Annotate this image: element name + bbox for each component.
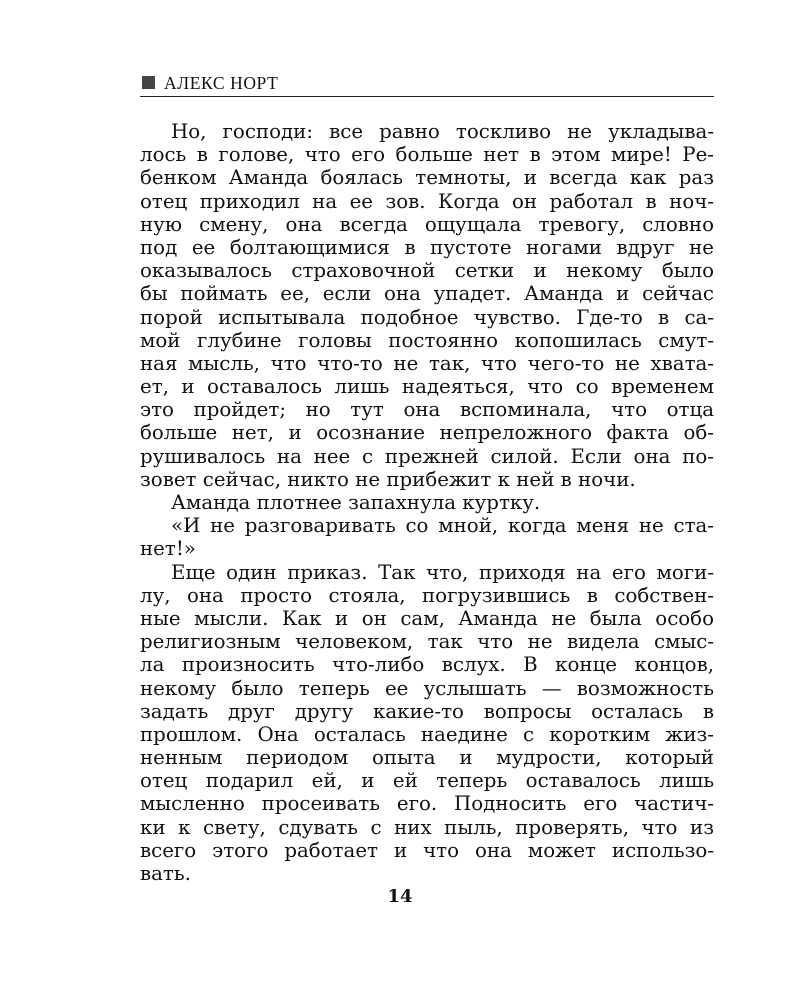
text-line: ненным периодом опыта и мудрости, который — [140, 746, 714, 770]
text-line: лось в голове, что его больше нет в этом мире! Ре- — [140, 143, 714, 167]
text-line: ная мысль, что что-то не так, что чего-то не хвата- — [140, 351, 714, 375]
text-line: всего этого работает и что она может использо- — [140, 838, 714, 862]
text-line: некому было теперь ее услышать — возможность — [140, 676, 714, 700]
text-line: ла произносить что-либо вслух. В конце концов, — [140, 653, 714, 677]
text-line: вать. — [140, 862, 191, 885]
text-line: ную смену, она всегда ощущала тревогу, словно — [140, 212, 714, 236]
header-square-marker — [142, 76, 155, 89]
text-line: нет!» — [140, 537, 196, 561]
text-line: порой испытывала подобное чувство. Где-то в са- — [140, 305, 714, 329]
text-line: оказывалось страховочной сетки и некому было — [140, 259, 714, 283]
text-line: больше нет, и осознание непреложного факта об- — [140, 421, 714, 445]
text-line: рушивалось на нее с прежней силой. Если она по- — [140, 444, 714, 468]
text-line: ет, и оставалось лишь надеяться, что со временем — [140, 375, 714, 399]
text-line: мой глубине головы постоянно копошилась смут- — [140, 328, 714, 352]
text-line: лу, она просто стояла, погрузившись в собствен- — [140, 583, 714, 607]
text-line: ные мысли. Как и он сам, Аманда не была особо — [140, 606, 714, 630]
text-line: ки к свету, сдувать с них пыль, проверять, что из — [140, 815, 714, 839]
text-line: религиозным человеком, так что не видела смыс- — [140, 630, 714, 654]
text-line: зовет сейчас, никто не прибежит к ней в ночи. — [140, 467, 636, 491]
running-head — [140, 70, 714, 97]
text-line: это пройдет; но тут она вспоминала, что отца — [140, 398, 714, 422]
text-line: бенком Аманда боялась темноты, и всегда как раз — [140, 166, 714, 190]
text-line: «И не разговаривать со мной, когда меня не ста- — [171, 514, 714, 538]
text-line: Еще один приказ. Так что, приходя на его моги- — [171, 560, 714, 584]
text-line: под ее болтающимися в пустоте ногами вдруг не — [140, 235, 714, 259]
text-line: мысленно просеивать его. Подносить его частич- — [140, 792, 714, 816]
text-line: отец подарил ей, и ей теперь оставалось лишь — [140, 769, 714, 793]
page-number: 14 — [387, 886, 413, 907]
text-line: Но, господи: все равно тоскливо не укладыва- — [171, 120, 714, 143]
body-text — [140, 120, 714, 885]
text-line: бы поймать ее, если она упадет. Аманда и сейчас — [140, 282, 714, 306]
text-line: прошлом. Она осталась наедине с коротким жиз- — [140, 722, 714, 746]
author-name: АЛЕКС НОРТ — [164, 73, 279, 93]
text-line: Аманда плотнее запахнула куртку. — [171, 491, 541, 514]
text-line: задать друг другу какие-то вопросы осталась в — [140, 699, 714, 723]
text-line: отец приходил на ее зов. Когда он работал в ноч- — [140, 189, 714, 213]
